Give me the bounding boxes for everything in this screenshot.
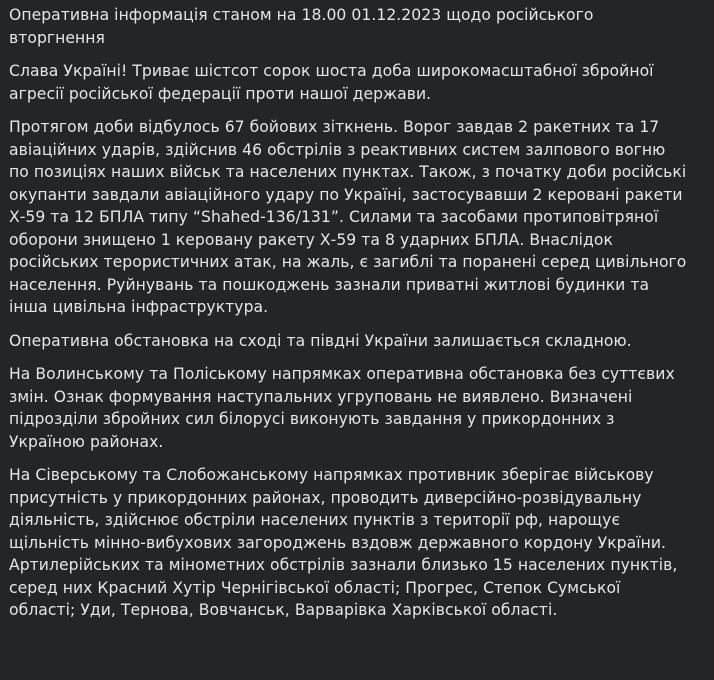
post-title: Оперативна інформація станом на 18.00 01.12.2023 щодо російського вторгнення: [9, 6, 594, 47]
paragraph-volyn-polissia: На Волинському та Поліському напрямках оперативна обстановка без суттєвих змін. Ознак формування наступальних угруповань не виявлено. Визначені підрозділи збройних сил білорусі виконують завдання у прикордонних з Україною районах.: [9, 365, 675, 451]
paragraph-greeting: Слава Україні! Триває шістсот сорок шоста доба широкомасштабної збройної агресії російської федерації проти нашої держави.: [9, 62, 654, 103]
paragraph-daily-summary: Протягом доби відбулось 67 бойових зіткнень. Ворог завдав 2 ракетних та 17 авіаційних ударів, здійснив 46 обстрілів з реактивних систем залпового вогню по позиціях наших військ та населених пунктах. Також, з початку доби російські окупанти завдали авіаційного удару по Україні, застосувавши 2 керовані ракети Х-59 та 12 БПЛА типу “Shahed-136/131”. Силами та засобами протиповітряної оборони знищено 1 керовану ракету Х-59 та 8 ударних БПЛА. Внаслідок російських терористичних атак, на жаль, є загиблі та поранені серед цивільного населення. Руйнувань та пошкоджень зазнали приватні житлові будинки та інша цивільна інфраструктура.: [9, 118, 687, 316]
paragraph-east-south: Оперативна обстановка на сході та півдні України залишається складною.: [9, 331, 632, 350]
paragraph-siversk-slobozhansk: На Сіверському та Слобожанському напрямках противник зберігає військову присутність у прикордонних районах, проводить диверсійно-розвідувальну діяльність, здійснює обстріли населених пунктів з території рф, нарощує щільність мінно-вибухових загороджень вздовж державного кордону України. Артилерійських та мінометних обстрілів зазнали близько 15 населених пунктів, серед них Красний Хутір Чернігівської області; Прогрес, Степок Сумської області; Уди, Тернова, Вовчанськ, Варварівка Харківської області.: [9, 466, 678, 619]
